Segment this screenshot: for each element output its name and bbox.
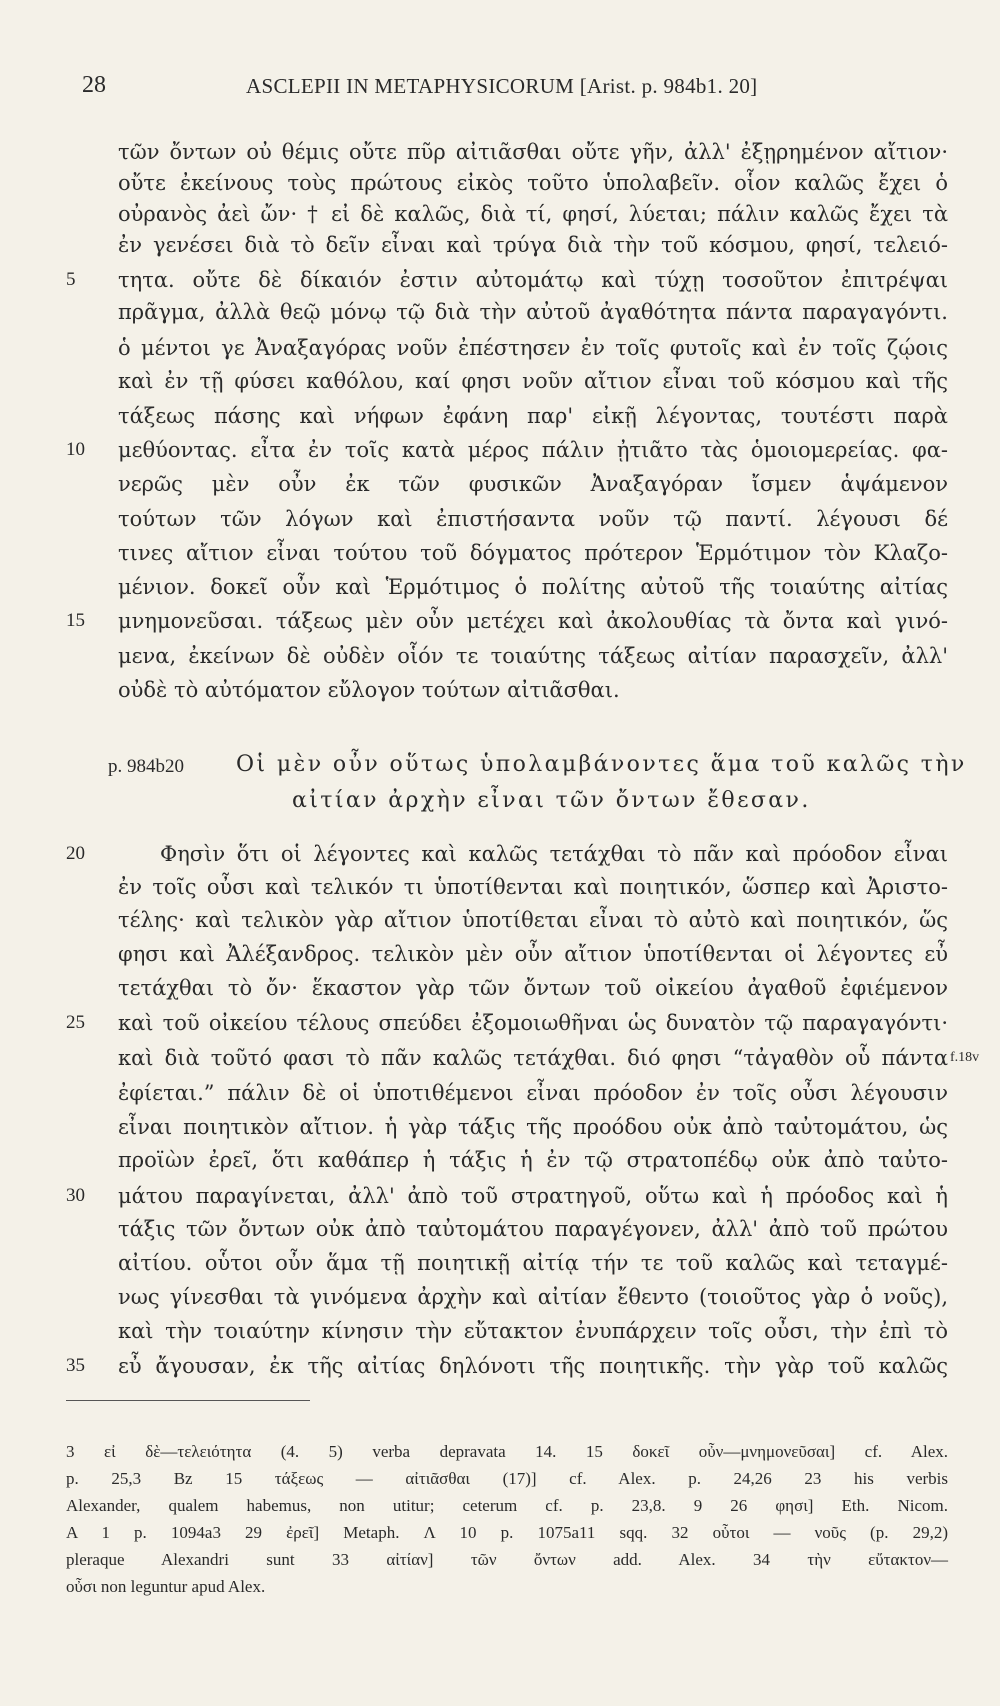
text-line: οὐδὲ τὸ αὐτόματον εὔλογον τούτων αἰτιᾶσθαι. (118, 678, 620, 702)
text-line: οὔτε ἐκείνους τοὺς πρώτους εἰκὸς τοῦτο ὑπολαβεῖν. οἷον καλῶς ἔχει ὁ (118, 171, 948, 195)
text-line: εὖ ἄγουσαν, ἐκ τῆς αἰτίας δηλόνοτι τῆς ποιητικῆς. τὴν γὰρ τοῦ καλῶς (118, 1354, 948, 1378)
text-line: προϊὼν ἐρεῖ, ὅτι καθάπερ ἡ τάξις ἡ ἐν τῷ στρατοπέδῳ οὐκ ἀπὸ ταὐτο- (118, 1148, 948, 1172)
footnote-line: A 1 p. 1094a3 29 ἐρεῖ] Metaph. Λ 10 p. 1075a11 sqq. 32 οὗτοι — νοῦς (p. 29,2) (66, 1523, 948, 1542)
text-line: μένιον. δοκεῖ οὖν καὶ Ἑρμότιμος ὁ πολίτης αὐτοῦ τῆς τοιαύτης αἰτίας (118, 575, 948, 599)
text-line: εἶναι ποιητικὸν αἴτιον. ἡ γὰρ τάξις τῆς προόδου οὐκ ἀπὸ ταὐτομάτου, ὡς (118, 1115, 948, 1139)
text-line: τάξεως πάσης καὶ νήφων ἐφάνη παρ' εἰκῇ λέγοντας, τουτέστι παρὰ (118, 404, 948, 428)
lemma-line: αἰτίαν ἀρχὴν εἶναι τῶν ὄντων ἔθεσαν. (292, 788, 811, 813)
text-line: μνημονεῦσαι. τάξεως μὲν οὖν μετέχει καὶ ἀκολουθίας τὰ ὄντα καὶ γινό- (118, 609, 948, 633)
page-number: 28 (82, 72, 106, 98)
text-line: ἐν γενέσει διὰ τὸ δεῖν εἶναι καὶ τρύγα διὰ τὴν τοῦ κόσμου, φησί, τελειό- (118, 233, 948, 257)
text-line: καὶ τὴν τοιαύτην κίνησιν τὴν εὔτακτον ἐνυπάρχειν τοῖς οὖσι, τὴν ἐπὶ τὸ (118, 1319, 948, 1343)
line-number: 10 (66, 439, 85, 460)
page-header (0, 72, 1000, 112)
text-line: οὐρανὸς ἀεὶ ὤν· † εἰ δὲ καλῶς, διὰ τί, φησί, λύεται; πάλιν καλῶς ἔχει τὰ (118, 202, 948, 226)
text-line: τάξις τῶν ὄντων οὐκ ἀπὸ ταὐτομάτου παραγέγονεν, ἀλλ' ἀπὸ τοῦ πρώτου (118, 1217, 948, 1241)
text-line: μενα, ἐκείνων δὲ οὐδὲν οἷόν τε τοιαύτης τάξεως αἰτίαν παρασχεῖν, ἀλλ' (118, 644, 948, 668)
folio-margin-note: f.18v (950, 1050, 980, 1065)
footnote-line: οὖσι non leguntur apud Alex. (66, 1577, 266, 1596)
footnote-line: pleraque Alexandri sunt 33 αἰτίαν] τῶν ὄντων add. Alex. 34 τὴν εὔτακτον— (66, 1550, 948, 1569)
text-line: Φησὶν ὅτι οἱ λέγοντες καὶ καλῶς τετάχθαι τὸ πᾶν καὶ πρόοδον εἶναι (160, 842, 948, 866)
running-head: ASCLEPII IN METAPHYSICORUM [Arist. p. 984b1. 20] (246, 74, 758, 98)
text-line: τέλης· καὶ τελικὸν γὰρ αἴτιον ὑποτίθεται εἶναι τὸ αὐτὸ καὶ ποιητικόν, ὥς (118, 908, 948, 932)
text-line: μάτου παραγίνεται, ἀλλ' ἀπὸ τοῦ στρατηγοῦ, οὕτω καὶ ἡ πρόοδος καὶ ἡ (118, 1184, 948, 1208)
text-line: νερῶς μὲν οὖν ἐκ τῶν φυσικῶν Ἀναξαγόραν ἴσμεν ἁψάμενον (118, 472, 948, 496)
text-line: τετάχθαι τὸ ὄν· ἕκαστον γὰρ τῶν ὄντων τοῦ οἰκείου ἀγαθοῦ ἐφιέμενον (118, 976, 948, 1000)
line-number: 25 (66, 1012, 85, 1033)
footnote-rule (66, 1400, 310, 1401)
text-line: μεθύοντας. εἶτα ἐν τοῖς κατὰ μέρος πάλιν ᾐτιᾶτο τὰς ὁμοιομερείας. φα- (118, 438, 948, 462)
text-line: ἐφίεται.” πάλιν δὲ οἱ ὑποτιθέμενοι εἶναι πρόοδον ἐν τοῖς οὖσι λέγουσιν (118, 1081, 948, 1105)
line-number: 35 (66, 1355, 85, 1376)
footnote-line: p. 25,3 Bz 15 τάξεως — αἰτιᾶσθαι (17)] cf. Alex. p. 24,26 23 his verbis (66, 1469, 948, 1488)
line-number: 30 (66, 1185, 85, 1206)
text-line: νως γίνεσθαι τὰ γινόμενα ἀρχὴν καὶ αἰτίαν ἔθεντο (τοιοῦτος γὰρ ὁ νοῦς), (118, 1285, 948, 1309)
footnote-line: Alexander, qualem habemus, non utitur; ceterum cf. p. 23,8. 9 26 φησι] Eth. Nicom. (66, 1496, 948, 1515)
text-line: καὶ τοῦ οἰκείου τέλους σπεύδει ἐξομοιωθῆναι ὡς δυνατὸν τῷ παραγαγόντι· (118, 1011, 948, 1035)
line-number: 5 (66, 269, 76, 290)
lemma-line: Οἱ μὲν οὖν οὕτως ὑπολαμβάνοντες ἅμα τοῦ καλῶς τὴν (236, 752, 967, 777)
text-line: τῶν ὄντων οὐ θέμις οὔτε πῦρ αἰτιᾶσθαι οὔτε γῆν, ἀλλ' ἐξῃρημένον αἴτιον· (118, 140, 948, 164)
text-line: φησι καὶ Ἀλέξανδρος. τελικὸν μὲν οὖν αἴτιον ὑποτίθενται οἱ λέγοντες εὖ (118, 942, 948, 966)
text-line: ἐν τοῖς οὖσι καὶ τελικόν τι ὑποτίθενται καὶ ποιητικόν, ὥσπερ καὶ Ἀριστο- (118, 875, 948, 899)
text-line: αἰτίου. οὗτοι οὖν ἅμα τῇ ποιητικῇ αἰτίᾳ τήν τε τοῦ καλῶς καὶ τεταγμέ- (118, 1251, 948, 1275)
line-number: 20 (66, 843, 85, 864)
footnote-line: 3 εἰ δὲ—τελειότητα (4. 5) verba depravata 14. 15 δοκεῖ οὖν—μνημονεῦσαι] cf. Alex. (66, 1442, 948, 1461)
line-number: 15 (66, 610, 85, 631)
lemma-reference: p. 984b20 (108, 756, 184, 777)
text-line: τινες αἴτιον εἶναι τούτου τοῦ δόγματος πρότερον Ἑρμότιμον τὸν Κλαζο- (118, 541, 948, 565)
text-line: καὶ ἐν τῇ φύσει καθόλου, καί φησι νοῦν αἴτιον εἶναι τοῦ κόσμου καὶ τῆς (118, 369, 948, 393)
text-line: ὁ μέντοι γε Ἀναξαγόρας νοῦν ἐπέστησεν ἐν τοῖς φυτοῖς καὶ ἐν τοῖς ζῴοις (118, 336, 948, 360)
text-line: τητα. οὔτε δὲ δίκαιόν ἐστιν αὐτομάτῳ καὶ τύχῃ τοσοῦτον ἐπιτρέψαι (118, 268, 948, 292)
text-line: πρᾶγμα, ἀλλὰ θεῷ μόνῳ τῷ διὰ τὴν αὐτοῦ ἀγαθότητα πάντα παραγαγόντι. (118, 300, 948, 324)
text-line: καὶ διὰ τοῦτό φασι τὸ πᾶν καλῶς τετάχθαι. διό φησι “τἀγαθὸν οὗ πάντα (118, 1046, 948, 1070)
text-line: τούτων τῶν λόγων καὶ ἐπιστήσαντα νοῦν τῷ παντί. λέγουσι δέ (118, 507, 948, 531)
